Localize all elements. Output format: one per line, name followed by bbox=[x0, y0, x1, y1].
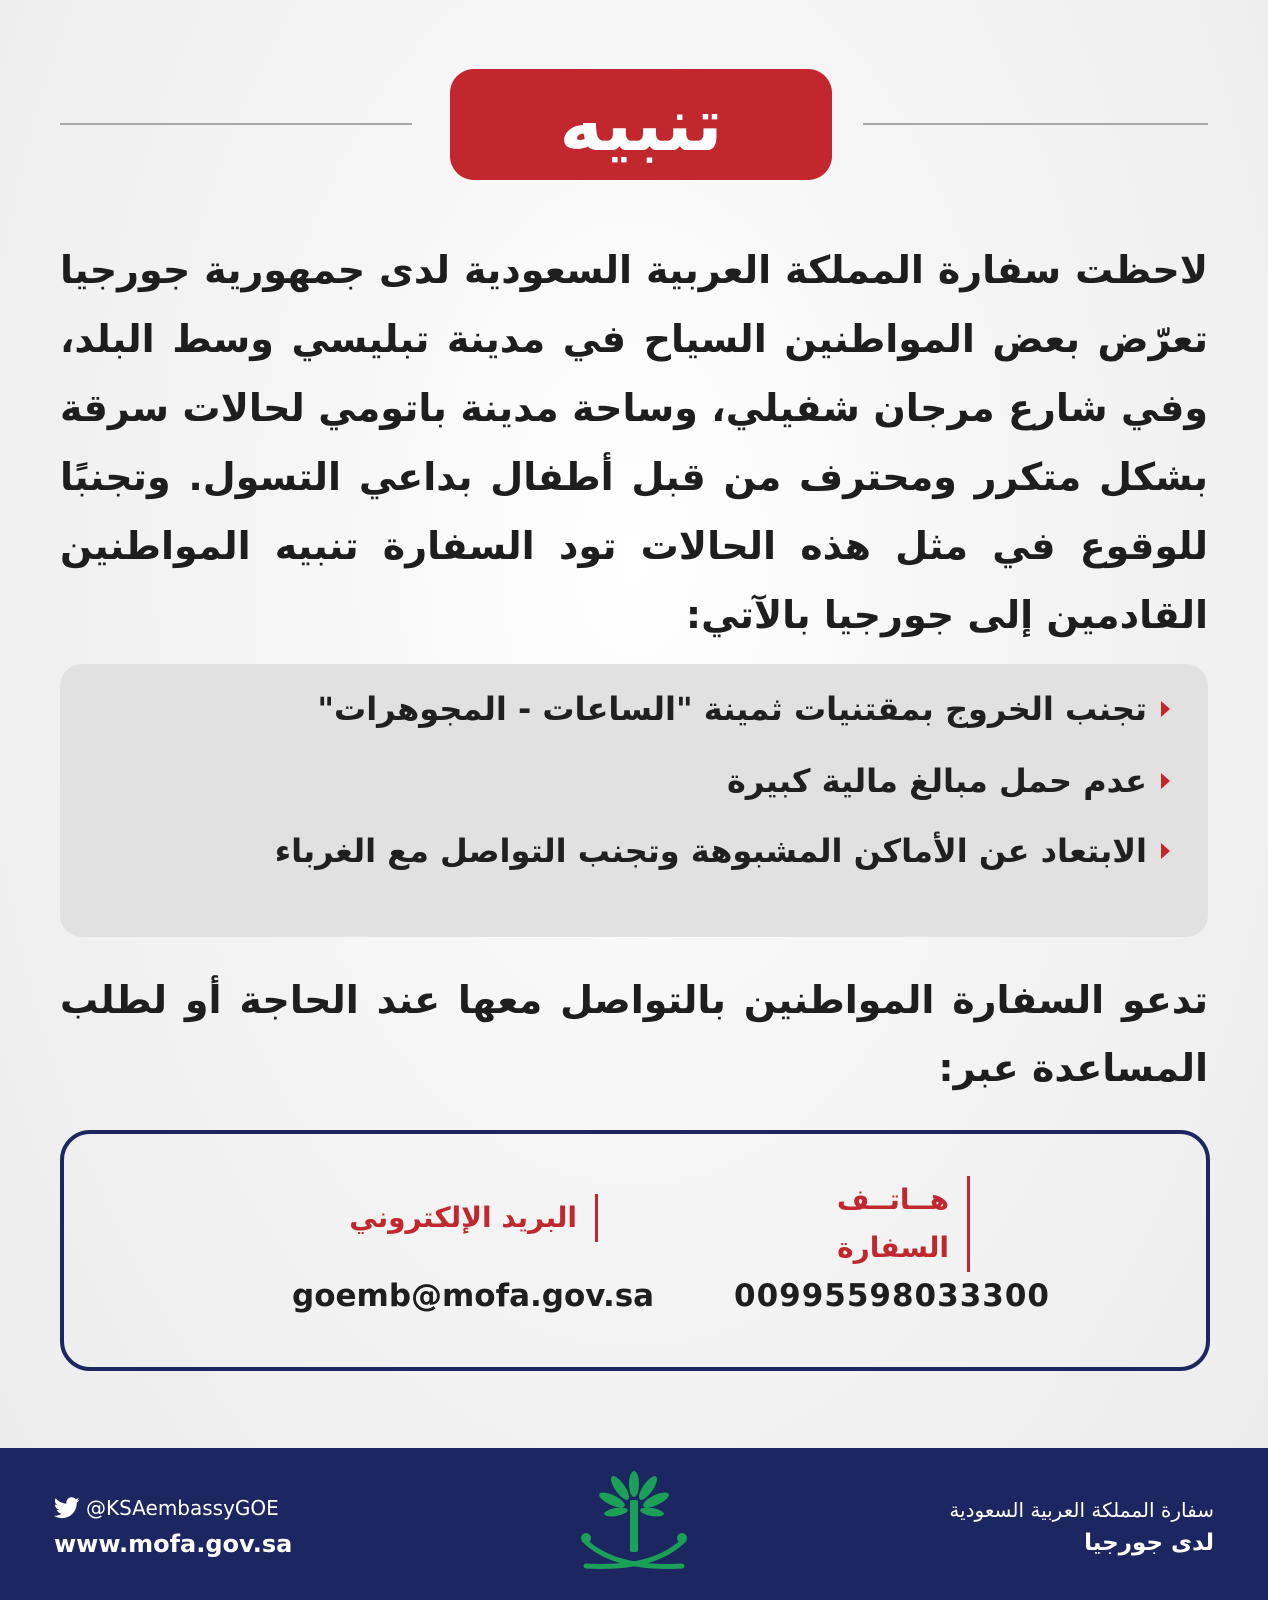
title-badge bbox=[450, 69, 832, 180]
website-link[interactable]: www.mofa.gov.sa bbox=[54, 1530, 293, 1558]
bullet-arrow-icon bbox=[1161, 843, 1170, 859]
page-title: تنبيه bbox=[559, 81, 723, 168]
embassy-country: لدى جورجيا bbox=[1084, 1530, 1214, 1556]
email-address[interactable]: goemb@mofa.gov.sa bbox=[292, 1278, 655, 1314]
advice-item bbox=[275, 832, 1170, 870]
advice-text: تجنب الخروج بمقتنيات ثمينة "الساعات - المجوهرات" bbox=[317, 690, 1147, 728]
intro-paragraph: لاحظت سفارة المملكة العربية السعودية لدى جمهورية جورجيا تعرّض بعض المواطنين السياح في مدينة تبليسي وسط البلد، وفي شارع مرجان شفيلي، وساحة مدينة باتومي لحالات سرقة بشكل متكرر ومحترف من قبل أطفال بداعي التسول. وتجنبًا للوقوع في مثل هذه الحالات تود السفارة تنبيه المواطنين القادمين إلى جورجيا بالآتي: bbox=[60, 248, 1208, 637]
embassy-name: سفارة المملكة العربية السعودية bbox=[949, 1498, 1214, 1522]
advice-text: عدم حمل مبالغ مالية كبيرة bbox=[726, 762, 1147, 800]
phone-label-line1: هــاتــف bbox=[836, 1183, 949, 1216]
twitter-handle: @KSAembassyGOE bbox=[86, 1496, 279, 1520]
header-rule-right bbox=[863, 123, 1208, 125]
footer-embassy bbox=[949, 1498, 1214, 1556]
advice-text: الابتعاد عن الأماكن المشبوهة وتجنب التواصل مع الغرباء bbox=[274, 832, 1147, 870]
advice-item bbox=[727, 762, 1170, 800]
phone-label bbox=[810, 1176, 970, 1272]
header-rule-left bbox=[60, 123, 412, 125]
bullet-arrow-icon bbox=[1161, 773, 1170, 789]
footer bbox=[0, 1448, 1268, 1600]
saudi-emblem-icon bbox=[574, 1470, 694, 1582]
phone-number[interactable]: 00995598033300 bbox=[734, 1278, 1050, 1314]
footer-social bbox=[54, 1496, 292, 1558]
contact-box bbox=[60, 1130, 1210, 1371]
advice-box bbox=[60, 664, 1208, 937]
twitter-icon bbox=[54, 1497, 80, 1519]
phone-label-line2: السفارة bbox=[837, 1231, 949, 1264]
email-label: البريد الإلكتروني bbox=[349, 1194, 598, 1242]
twitter-row[interactable] bbox=[54, 1496, 292, 1520]
invite-paragraph: تدعو السفارة المواطنين بالتواصل معها عند الحاجة أو لطلب المساعدة عبر: bbox=[60, 978, 1208, 1090]
advice-item bbox=[317, 690, 1170, 728]
bullet-arrow-icon bbox=[1161, 701, 1170, 717]
